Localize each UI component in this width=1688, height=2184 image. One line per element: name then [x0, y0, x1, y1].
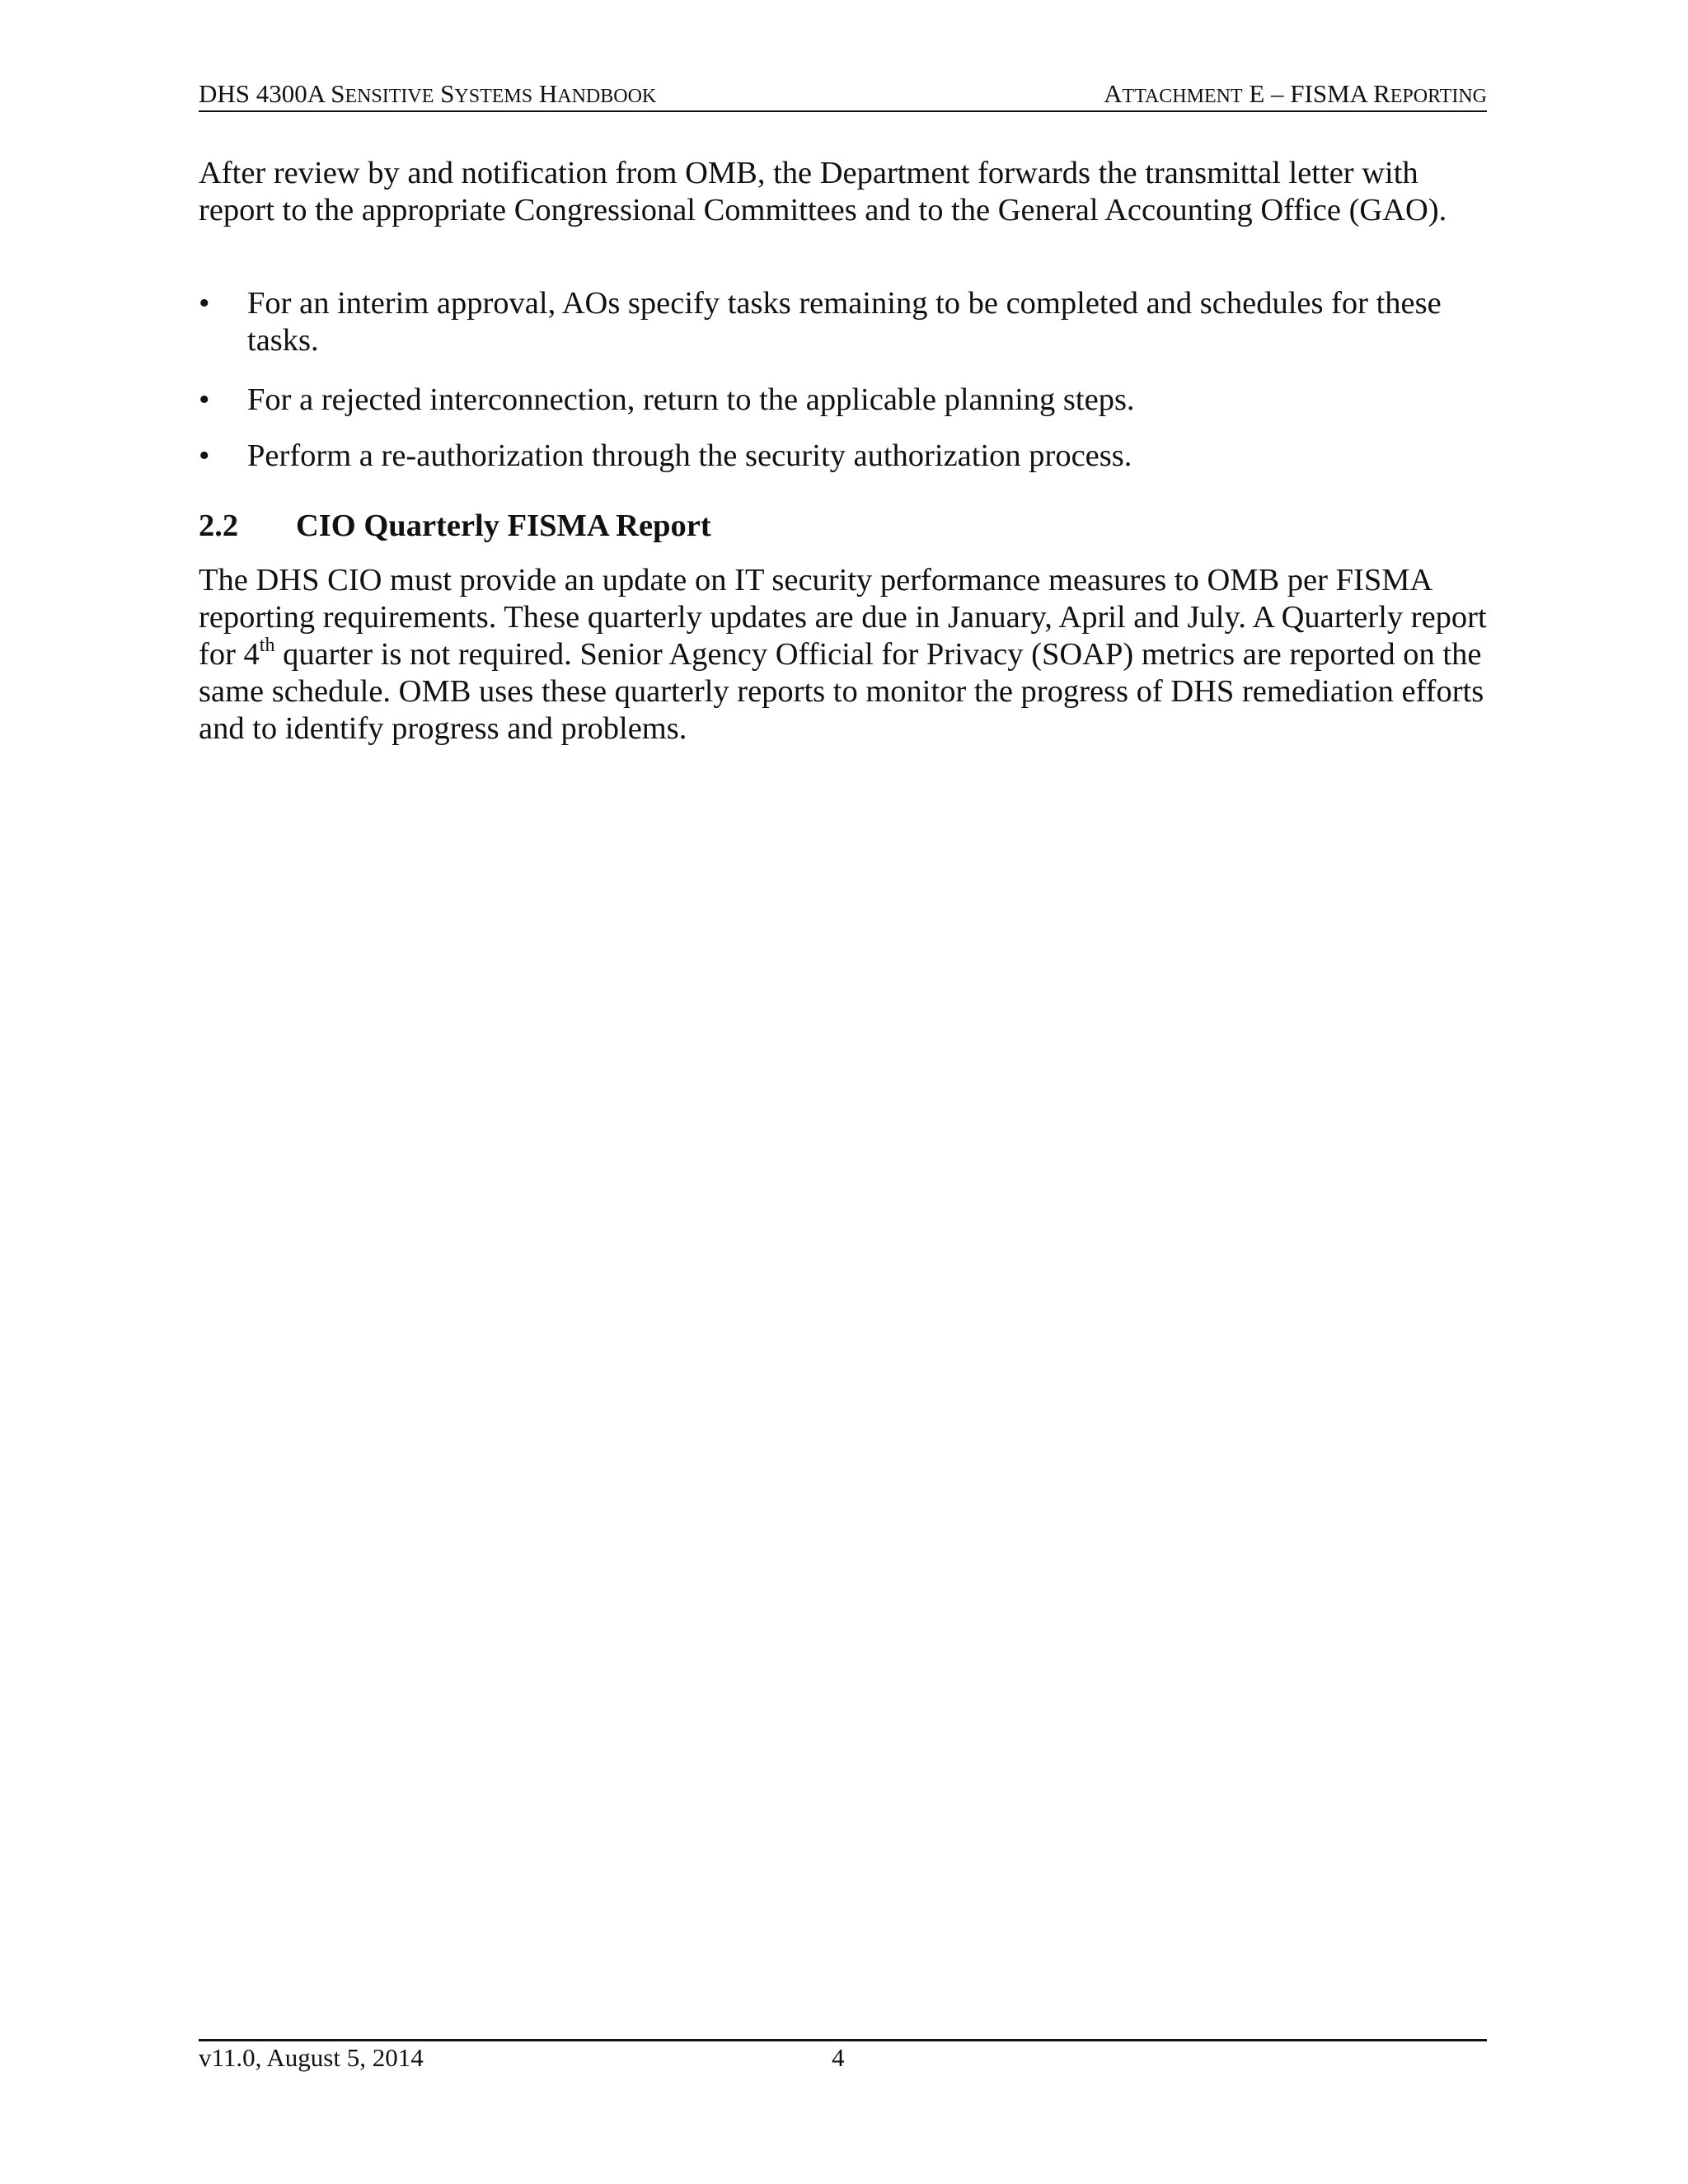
section-number: 2.2 — [199, 509, 239, 543]
ordinal-superscript: th — [259, 635, 275, 656]
bullet-icon: • — [199, 438, 210, 473]
header-attachment-part: A — [1104, 79, 1123, 108]
section-paragraph-text: quarter is not required. Senior Agency Official for Privacy (SOAP) metrics are reported on the same schedule. OMB uses these quarterly reports to monitor the progress of DHS remediation efforts and to identify progress and problems. — [199, 637, 1484, 746]
footer-rule — [199, 2039, 1487, 2041]
header-title-part: YSTEMS — [454, 86, 533, 107]
section-title: CIO Quarterly FISMA Report — [296, 509, 711, 543]
header-attachment-part: TTACHMENT — [1122, 86, 1243, 107]
intro-paragraph: After review by and notification from OMB, the Department forwards the transmittal letter with report to the appropriate Congressional Committees and to the General Accounting Office (GAO). — [199, 156, 1447, 227]
bullet-icon: • — [199, 286, 210, 321]
header-attachment-title — [1104, 79, 1487, 111]
header-rule — [199, 110, 1487, 112]
header-document-title — [199, 79, 656, 111]
header-attachment-part: EPORTING — [1390, 86, 1487, 107]
header-title-part: ANDBOOK — [557, 86, 657, 107]
footer-version: v11.0, August 5, 2014 — [199, 2043, 424, 2072]
bullet-text: For a rejected interconnection, return to the applicable planning steps. — [247, 382, 1135, 417]
section-paragraph — [199, 562, 1501, 748]
page-header — [199, 79, 1487, 109]
section-paragraph-text: The DHS CIO must provide an update on IT security performance measures to OMB per FISMA reporting requirements. These quarterly updates are due in January, April and July. A Quarterly report for 4 — [199, 563, 1487, 672]
header-attachment-part: E – FISMA R — [1242, 79, 1390, 108]
bullet-icon: • — [199, 382, 210, 417]
page-number: 4 — [832, 2043, 845, 2072]
bullet-text: Perform a re-authorization through the security authorization process. — [247, 438, 1132, 473]
header-title-part: H — [532, 79, 558, 108]
header-title-part: DHS 4300A S — [199, 79, 345, 108]
header-title-part: ENSITIVE — [345, 86, 434, 107]
header-title-part: S — [434, 79, 455, 108]
bullet-text: For an interim approval, AOs specify tasks remaining to be completed and schedules for these tasks. — [247, 286, 1442, 358]
